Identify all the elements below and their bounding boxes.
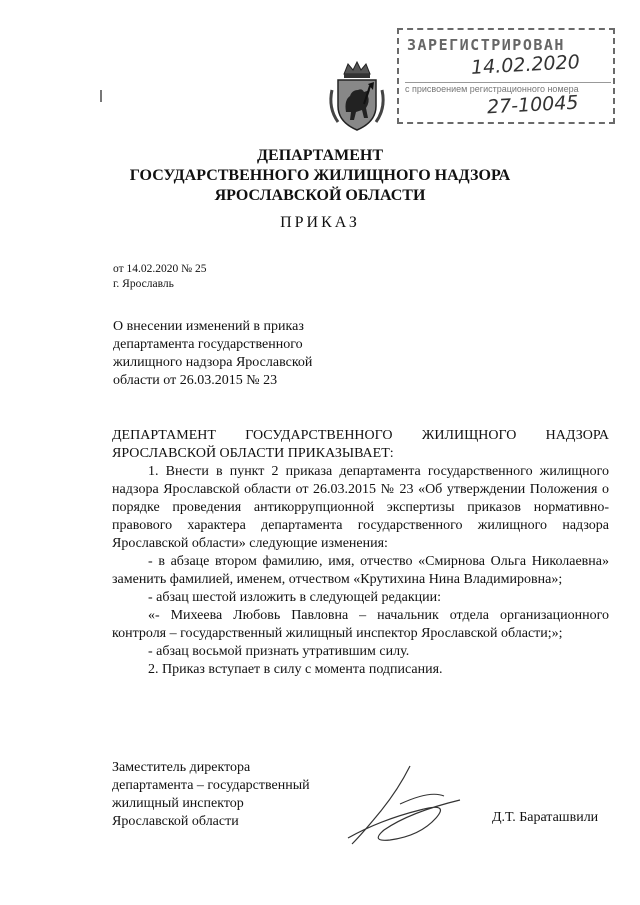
order-title: ПРИКАЗ <box>280 214 360 231</box>
header-line-3: ЯРОСЛАВСКОЙ ОБЛАСТИ <box>214 187 426 204</box>
signer-name: Д.Т. Бараташвили <box>492 810 599 825</box>
body-paragraph-6: 2. Приказ вступает в силу с момента подписания. <box>148 662 443 677</box>
body-paragraph-2: - в абзаце втором фамилию, имя, отчество «Смирнова Ольга Николаевна» заменить фамилией, именем, отчеством «Крутихина Нина Владимировна»; <box>112 554 609 587</box>
order-subject <box>113 318 373 390</box>
header-line-1: ДЕПАРТАМЕНТ <box>257 147 383 164</box>
coat-of-arms-icon <box>326 60 388 132</box>
body-lead: ДЕПАРТАМЕНТ ГОСУДАРСТВЕННОГО ЖИЛИЩНОГО НАДЗОРА ЯРОСЛАВСКОЙ ОБЛАСТИ ПРИКАЗЫВАЕТ: <box>112 428 609 461</box>
order-body <box>112 427 609 679</box>
stamp-caption: с присвоением регистрационного номера <box>405 82 611 94</box>
stamp-title: ЗАРЕГИСТРИРОВАН <box>407 36 565 54</box>
signatory-position-line: департамента – государственный <box>112 778 310 793</box>
subject-line: департамента государственного <box>113 337 303 352</box>
order-city: г. Ярославль <box>113 278 174 290</box>
signature-block <box>112 759 362 831</box>
order-date-number: от 14.02.2020 № 25 <box>113 263 207 275</box>
signatory-position-line: Ярославской области <box>112 814 239 829</box>
body-paragraph-5: - абзац восьмой признать утратившим силу. <box>148 644 410 659</box>
subject-line: О внесении изменений в приказ <box>113 319 304 334</box>
registration-stamp <box>397 28 615 124</box>
subject-line: области от 26.03.2015 № 23 <box>113 373 278 388</box>
stamp-number: 27-10045 <box>486 91 579 119</box>
subject-line: жилищного надзора Ярославской <box>113 355 313 370</box>
signatory-position-line: Заместитель директора <box>112 760 251 775</box>
margin-mark <box>100 90 102 102</box>
header-line-2: ГОСУДАРСТВЕННОГО ЖИЛИЩНОГО НАДЗОРА <box>129 167 511 184</box>
handwritten-signature <box>340 760 480 850</box>
body-paragraph-3: - абзац шестой изложить в следующей редакции: <box>148 590 441 605</box>
body-paragraph-1: 1. Внести в пункт 2 приказа департамента государственного жилищного надзора Ярославской области от 26.03.2015 № 23 «Об утверждении Положения о порядке проведения антикоррупционной экспертизы приказов нормативно-правового характера департамента государственного жилищного надзора Ярославской области» следующие изменения: <box>112 464 609 551</box>
stamp-date: 14.02.2020 <box>470 51 581 79</box>
signatory-position-line: жилищный инспектор <box>112 796 244 811</box>
body-paragraph-4: «- Михеева Любовь Павловна – начальник отдела организационного контроля – государственный жилищный инспектор Ярославской области;»; <box>112 608 609 641</box>
